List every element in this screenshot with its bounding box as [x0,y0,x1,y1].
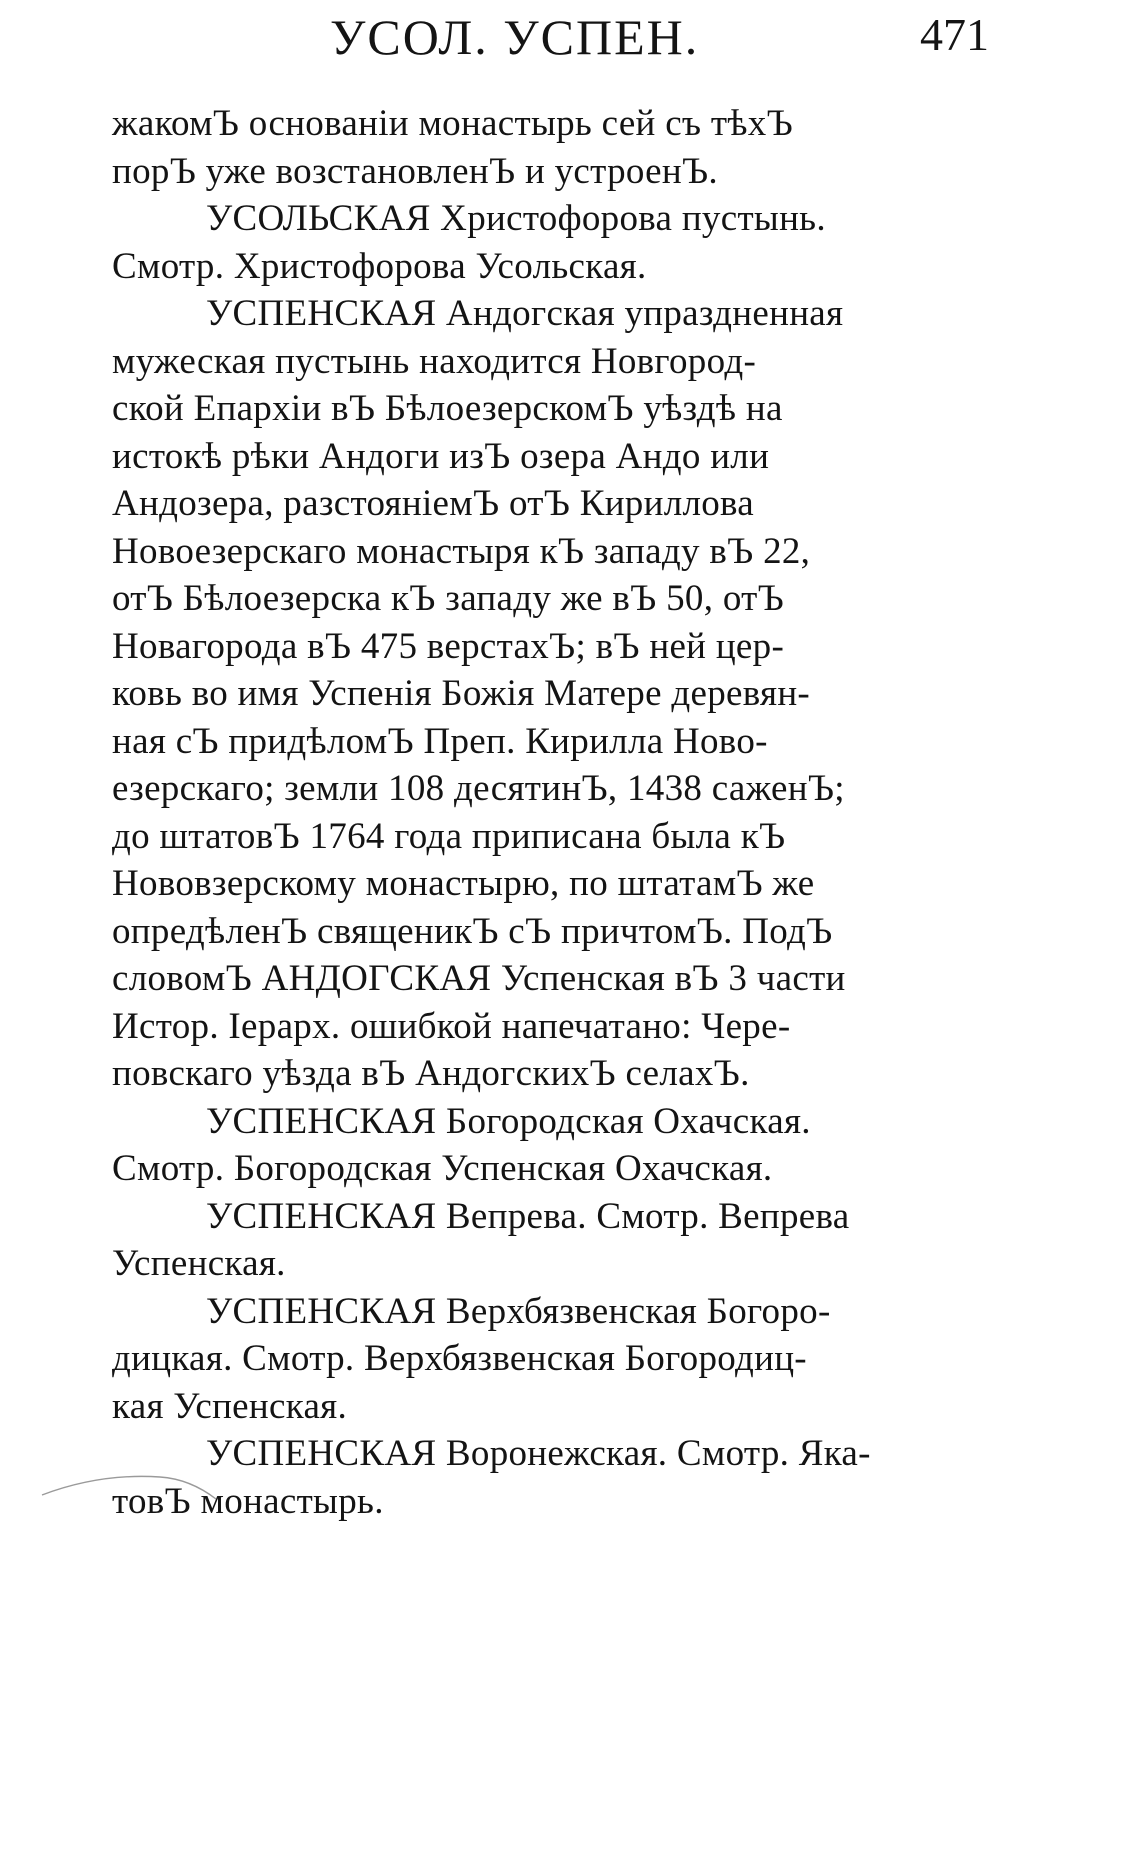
text-line: до штатовЪ 1764 года приписана была кЪ [112,815,786,857]
text-line: ской Епархiи вЪ БѣлоезерскомЪ уѣздѣ на [112,388,783,429]
text-line: повскаго уѣзда вЪ АндогскихЪ селахЪ. [112,1053,750,1094]
text-line: Андозера, разстоянiемЪ отЪ Кириллова [112,483,755,524]
text-line: Новагорода вЪ 475 верстахЪ; вЪ ней цер- [112,625,785,667]
text-line: дицкая. Смотр. Верхбязвенская Богородиц- [112,1338,807,1379]
text-line: Новоезерскаго монастыря кЪ западу вЪ 22, [112,530,811,572]
page-number: 471 [920,9,989,60]
running-head: УСОЛ. УСПЕН. [330,9,700,65]
text-line: жакомЪ основанiи монастырь сей съ тѣхЪ [112,103,793,144]
entry-heading-line: УСПЕНСКАЯ Богородская Охачская. [206,1100,811,1142]
text-line: езерскаго; земли 108 десятинЪ, 1438 саженЪ; [112,768,845,809]
dictionary-entries [112,100,1017,1525]
entry-heading-line: УСПЕНСКАЯ Вепрева. Смотр. Вепрева [206,1195,850,1237]
text-line: кая Успенская. [112,1385,348,1427]
page-header [0,8,1140,70]
text-line: мужеская пустынь находится Новгород- [112,340,757,382]
text-line: порЪ уже возстановленЪ и устроенЪ. [112,150,718,192]
text-line: ковь во имя Успенiя Божiя Матере деревян- [112,673,811,714]
text-line: Успенская. [112,1243,286,1284]
text-line: ная сЪ придѣломЪ Преп. Кирилла Ново- [112,720,768,762]
text-line: Смотр. Христофорова Усольская. [112,245,647,287]
entry-heading-line: УСПЕНСКАЯ Андогская упраздненная [206,293,844,334]
text-line: отЪ Бѣлоезерска кЪ западу же вЪ 50, отЪ [112,578,785,619]
entry-heading-line: УСПЕНСКАЯ Верхбязвенская Богоро- [206,1290,831,1332]
text-line: Нововзерскому монастырю, по штатамЪ же [112,863,815,904]
text-line: товЪ монастырь. [112,1480,384,1522]
text-line: словомЪ АНДОГСКАЯ Успенская вЪ 3 части [112,958,846,999]
margin-scratch-mark [40,1465,220,1505]
entry-heading-line: УСОЛЬСКАЯ Христофорова пустынь. [206,198,826,239]
text-line: Истор. Iерарх. ошибкой напечатано: Чере- [112,1005,791,1047]
entry-heading-line: УСПЕНСКАЯ Воронежская. Смотр. Яка- [206,1433,871,1474]
text-line: опредѣленЪ священикЪ сЪ причтомЪ. ПодЪ [112,910,833,952]
text-line: истокѣ рѣки Андоги изЪ озера Андо или [112,435,770,477]
text-line: Смотр. Богородская Успенская Охачская. [112,1148,773,1189]
